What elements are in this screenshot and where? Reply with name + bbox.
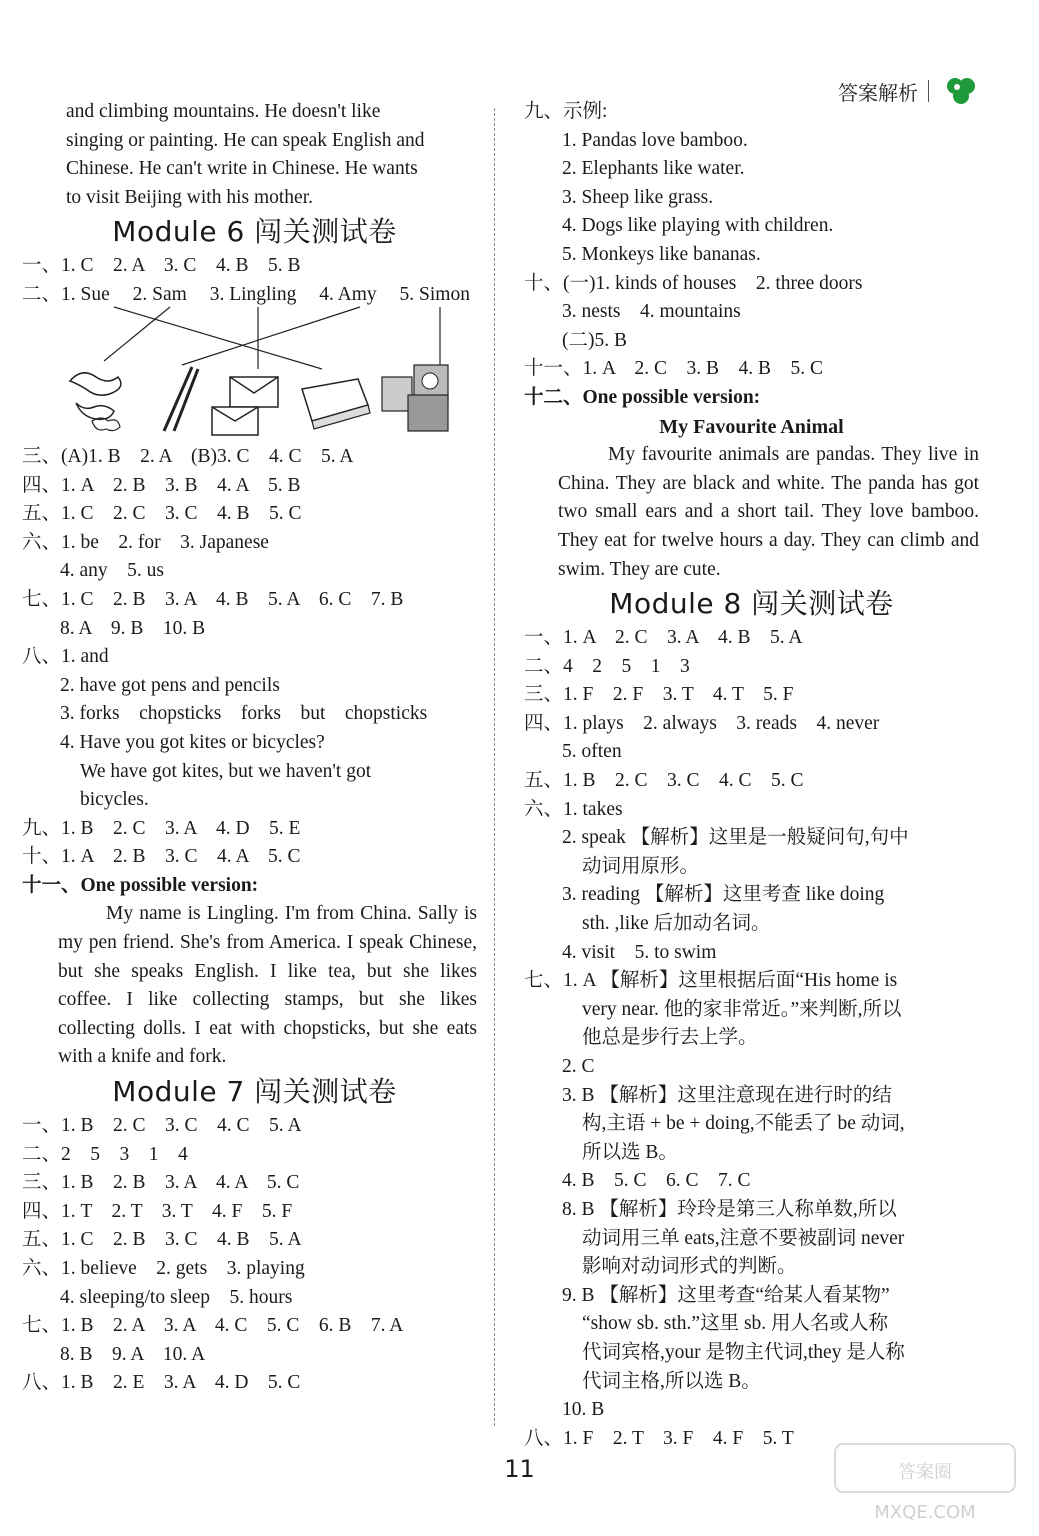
- answer-line: 10. B: [562, 1399, 605, 1421]
- answer-line: 动词用原形。: [582, 855, 700, 877]
- answer-line: 八、1. F 2. T 3. F 4. F 5. T: [524, 1427, 794, 1449]
- answer-line: 七、1. A 【解析】这里根据后面“His home is: [524, 970, 898, 992]
- column-divider: [494, 108, 495, 1426]
- answer-line: 3. nests 4. mountains: [562, 301, 741, 323]
- module-8-title: Module 8 闯关测试卷: [609, 587, 894, 621]
- intro-line: to visit Beijing with his mother.: [66, 186, 314, 208]
- letters-picture-icon: [212, 377, 278, 435]
- answer-line: 影响对动词形式的判断。: [582, 1256, 797, 1278]
- left-column: [22, 98, 487, 1398]
- intro-line: singing or painting. He can speak English and: [66, 129, 425, 151]
- example-line: 5. Monkeys like bananas.: [562, 243, 761, 265]
- answer-line: 构,主语 + be + doing,不能丢了 be 动词,: [582, 1113, 905, 1135]
- answer-line: 4. B 5. C 6. C 7. C: [562, 1170, 751, 1192]
- answer-line: (二)5. B: [562, 329, 627, 351]
- answer-line: 十、(一)1. kinds of houses 2. three doors: [524, 272, 863, 294]
- answer-line: 七、1. C 2. B 3. A 4. B 5. A 6. C 7. B: [22, 588, 404, 610]
- answer-line: 8. B 【解析】玲玲是第三人称单数,所以: [562, 1198, 897, 1220]
- answer-line: “show sb. sth.”这里 sb. 用人名或人称: [582, 1313, 889, 1335]
- watermark-glyph: 答案圈: [898, 1462, 952, 1483]
- answer-line: 六、1. takes: [524, 798, 623, 820]
- answer-line: 十一、1. A 2. C 3. B 4. B 5. C: [524, 358, 824, 380]
- answer-line: 5. often: [562, 741, 622, 763]
- answer-line: 九、1. B 2. C 3. A 4. D 5. E: [22, 817, 301, 839]
- answer-line: 8. B 9. A 10. A: [60, 1343, 206, 1365]
- intro-text: [22, 98, 487, 212]
- answer-line: bicycles.: [80, 789, 149, 811]
- answer-line: 三、1. B 2. B 3. A 4. A 5. C: [22, 1172, 300, 1194]
- answer-line: sth. ,like 后加动名词。: [582, 913, 771, 935]
- matching-lines: [22, 281, 487, 443]
- watermark-logo: [825, 1438, 1025, 1528]
- answer-line: 五、1. B 2. C 3. C 4. C 5. C: [524, 770, 804, 792]
- answer-line: 4. visit 5. to swim: [562, 941, 717, 963]
- matching-exercise: [22, 281, 487, 443]
- module-6-title: Module 6 闯关测试卷: [112, 215, 397, 249]
- answer-line: 3. reading 【解析】这里考查 like doing: [562, 884, 885, 906]
- answer-line: 4. Have you got kites or bicycles?: [60, 731, 325, 753]
- answer-line: 一、1. A 2. C 3. A 4. B 5. A: [524, 627, 803, 649]
- header-title: 答案解析: [838, 80, 918, 105]
- name-amy: 4. Amy: [319, 283, 377, 305]
- example-line: 2. Elephants like water.: [562, 158, 745, 180]
- photos-picture-icon: [382, 365, 448, 431]
- answer-line: 四、1. T 2. T 3. T 4. F 5. F: [22, 1200, 293, 1222]
- answer-line: 2. have got pens and pencils: [60, 674, 280, 696]
- answer-line: 十、1. A 2. B 3. C 4. A 5. C: [22, 846, 301, 868]
- essay-title: My Favourite Animal: [659, 415, 844, 438]
- answer-line: 六、1. believe 2. gets 3. playing: [22, 1258, 305, 1279]
- answer-line: 2. C: [562, 1056, 595, 1077]
- right-column: [524, 98, 979, 1453]
- answer-line: 他总是步行去上学。: [582, 1027, 758, 1049]
- answer-line: 三、(A)1. B 2. A (B)3. C 4. C 5. A: [22, 445, 354, 467]
- name-sue: 二、1. Sue: [22, 283, 110, 305]
- answer-line: 五、1. C 2. C 3. C 4. B 5. C: [22, 503, 302, 525]
- answer-line: 3. B 【解析】这里注意现在进行时的结: [562, 1084, 892, 1106]
- answer-line: 七、1. B 2. A 3. A 4. C 5. C 6. B 7. A: [22, 1315, 404, 1337]
- essay-text: My favourite animals are pandas. They live in China. They are black and white. The panda has got two small ears and a short tail. They love bamboo. They eat for twelve hours a day. They can climb and swim. They are cute.: [558, 444, 979, 580]
- answer-line: 三、1. F 2. F 3. T 4. T 5. F: [524, 684, 794, 706]
- name-sam: 2. Sam: [132, 283, 187, 305]
- name-lingling: 3. Lingling: [209, 283, 297, 305]
- answer-line: very near. 他的家非常近。”来判断,所以: [582, 998, 902, 1020]
- answer-line: 8. A 9. B 10. B: [60, 617, 206, 639]
- answer-line: 十二、One possible version:: [524, 386, 761, 408]
- answer-line: 一、1. C 2. A 3. C 4. B 5. B: [22, 255, 301, 277]
- answer-line: 八、1. B 2. E 3. A 4. D 5. C: [22, 1372, 301, 1394]
- example-line: 1. Pandas love bamboo.: [562, 129, 748, 151]
- answer-line: 六、1. be 2. for 3. Japanese: [22, 531, 269, 553]
- answer-line: 动词用三单 eats,注意不要被副词 never: [582, 1227, 905, 1249]
- dragon-picture-icon: [70, 373, 121, 431]
- answer-line: 3. forks chopsticks forks but chopsticks: [60, 703, 428, 725]
- answer-line: 所以选 B。: [582, 1141, 678, 1163]
- example-line: 3. Sheep like grass.: [562, 186, 714, 208]
- answer-line: 八、1. and: [22, 646, 109, 668]
- answer-line: 4. sleeping/to sleep 5. hours: [60, 1286, 293, 1308]
- intro-line: Chinese. He can't write in Chinese. He wants: [66, 158, 418, 180]
- essay-text: My name is Lingling. I'm from China. Sally is my pen friend. She's from America. I speak Chinese, but she speaks English. I like tea, but she likes coffee. I like collecting stamps, but she likes collecting dolls. I eat with chopsticks, but she eats with a knife and fork.: [58, 903, 477, 1068]
- answer-line: 代词主格,所以选 B。: [582, 1370, 761, 1392]
- answer-line: 二、4 2 5 1 3: [524, 655, 690, 677]
- answer-line: 二、2 5 3 1 4: [22, 1143, 188, 1165]
- answer-line: 十一、One possible version:: [22, 874, 259, 896]
- answer-line: 代词宾格,your 是物主代词,they 是人称: [582, 1341, 905, 1363]
- example-line: 4. Dogs like playing with children.: [562, 215, 834, 237]
- answer-line: 五、1. C 2. B 3. C 4. B 5. A: [22, 1229, 302, 1251]
- answer-line: We have got kites, but we haven't got: [80, 760, 372, 782]
- answer-line: 四、1. plays 2. always 3. reads 4. never: [524, 712, 880, 734]
- answer-line: 9. B 【解析】这里考查“给某人看某物”: [562, 1284, 890, 1306]
- answer-line: 九、示例:: [524, 101, 608, 122]
- watermark-text: MXQE.COM: [874, 1502, 976, 1523]
- name-simon: 5. Simon: [399, 283, 470, 305]
- intro-line: and climbing mountains. He doesn't like: [66, 101, 381, 122]
- module-7-title: Module 7 闯关测试卷: [112, 1075, 397, 1109]
- answer-line: 2. speak 【解析】这里是一般疑问句,句中: [562, 827, 909, 849]
- answer-line: 一、1. B 2. C 3. C 4. C 5. A: [22, 1115, 302, 1137]
- answer-line: 四、1. A 2. B 3. B 4. A 5. B: [22, 474, 301, 496]
- page-number: 11: [504, 1455, 535, 1483]
- answer-line: 4. any 5. us: [60, 560, 164, 582]
- chopsticks-picture-icon: [164, 367, 198, 431]
- book-picture-icon: [302, 379, 370, 429]
